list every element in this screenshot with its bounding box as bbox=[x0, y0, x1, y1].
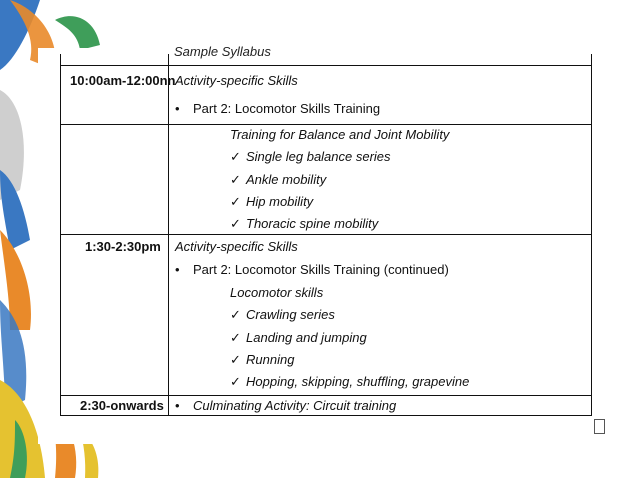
bullet-item bbox=[175, 101, 380, 117]
time-cell: 10:00am-12:00nn bbox=[70, 73, 176, 88]
check-icon: ✓ bbox=[230, 307, 241, 322]
item-text: Running bbox=[246, 352, 295, 367]
bullet-text: Part 2: Locomotor Skills Training (continued) bbox=[193, 262, 449, 277]
section-heading: Activity-specific Skills bbox=[175, 73, 298, 88]
item-text: Hip mobility bbox=[246, 194, 314, 209]
check-icon: ✓ bbox=[230, 172, 241, 187]
table-line bbox=[60, 234, 592, 235]
caption: Sample Syllabus bbox=[174, 44, 271, 59]
bullet-item bbox=[175, 398, 396, 414]
item-text: Thoracic spine mobility bbox=[246, 216, 379, 231]
check-item bbox=[230, 307, 335, 323]
time-cell: 1:30-2:30pm bbox=[85, 239, 161, 254]
time-cell: 2:30-onwards bbox=[80, 398, 164, 413]
item-text: Hopping, skipping, shuffling, grapevine bbox=[246, 374, 470, 389]
resize-handle[interactable] bbox=[594, 419, 605, 434]
item-text: Ankle mobility bbox=[246, 172, 327, 187]
section-heading: Activity-specific Skills bbox=[175, 239, 298, 254]
item-text: Crawling series bbox=[246, 307, 335, 322]
bullet-item bbox=[175, 262, 449, 278]
table-line bbox=[591, 54, 592, 416]
item-text: Single leg balance series bbox=[246, 149, 391, 164]
table-line bbox=[60, 395, 592, 396]
check-icon: ✓ bbox=[230, 149, 241, 164]
subheading: Training for Balance and Joint Mobility bbox=[230, 127, 450, 142]
check-item bbox=[230, 172, 326, 188]
table-line bbox=[168, 54, 169, 416]
check-icon: ✓ bbox=[230, 194, 241, 209]
check-item bbox=[230, 194, 313, 210]
bullet-glyph: • bbox=[175, 262, 180, 277]
check-item bbox=[230, 330, 367, 346]
check-item bbox=[230, 149, 391, 165]
item-text: Landing and jumping bbox=[246, 330, 367, 345]
check-item bbox=[230, 352, 294, 368]
check-icon: ✓ bbox=[230, 352, 241, 367]
check-icon: ✓ bbox=[230, 374, 241, 389]
bullet-text: Part 2: Locomotor Skills Training bbox=[193, 101, 381, 116]
table-line bbox=[60, 124, 592, 125]
bullet-glyph: • bbox=[175, 101, 180, 116]
bullet-text: Culminating Activity: Circuit training bbox=[193, 398, 397, 413]
table-line bbox=[60, 65, 592, 66]
table-line bbox=[60, 54, 61, 416]
table-line bbox=[60, 415, 592, 416]
check-icon: ✓ bbox=[230, 330, 241, 345]
bullet-glyph: • bbox=[175, 398, 180, 413]
check-item bbox=[230, 216, 378, 232]
check-item bbox=[230, 374, 469, 390]
subheading: Locomotor skills bbox=[230, 285, 324, 300]
check-icon: ✓ bbox=[230, 216, 241, 231]
syllabus-page bbox=[38, 44, 594, 444]
